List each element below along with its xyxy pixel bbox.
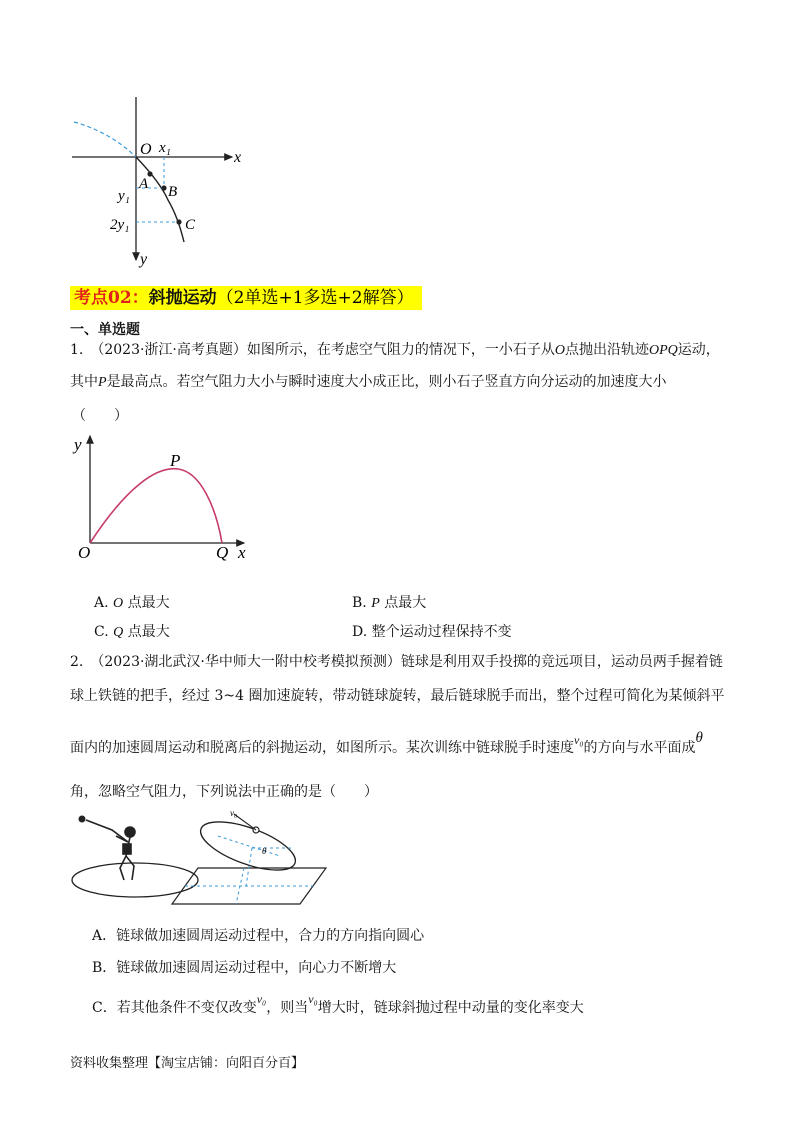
section-title-suffix: （2单选+1多选+2解答） bbox=[216, 288, 414, 308]
q1-trajectory-curve bbox=[90, 469, 222, 543]
hammer-throw-figure bbox=[68, 808, 338, 908]
page-footer: 资料收集整理【淘宝店铺：向阳百分百】 bbox=[70, 1056, 305, 1071]
label-x1: x₁ bbox=[159, 140, 171, 156]
q1-option-a[interactable]: A. O 点最大 bbox=[94, 595, 170, 611]
q1-trajectory-figure bbox=[66, 428, 266, 568]
dashed-trajectory bbox=[74, 122, 136, 157]
athlete-icon bbox=[86, 820, 135, 880]
label-o: O bbox=[140, 141, 152, 158]
q2-line1: 2. （2023·湖北武汉·华中师大一附中校考模拟预测）链球是利用双手投掷的竞远项目，运动员两手握着链 bbox=[70, 654, 723, 670]
q2-option-b[interactable]: B．链球做加速圆周运动过程中，向心力不断增大 bbox=[92, 960, 397, 976]
point-c bbox=[176, 219, 181, 224]
section-title-prefix: 考点02： bbox=[74, 288, 149, 308]
q1-option-c[interactable]: C. Q 点最大 bbox=[94, 624, 170, 640]
label-y: y bbox=[140, 251, 148, 268]
section-title-main: 斜抛运动 bbox=[148, 288, 217, 308]
q2-option-c[interactable]: C．若其他条件不变仅改变v₀，则当v₀增大时，链球斜抛过程中动量的变化率变大 bbox=[92, 992, 584, 1016]
throwing-circle bbox=[72, 863, 198, 897]
q1-option-b[interactable]: B. P 点最大 bbox=[352, 595, 427, 611]
hammer-ball bbox=[79, 816, 86, 823]
q2-line2: 球上铁链的把手，经过 3~4 圈加速旋转，带动链球旋转，最后链球脱手而出，整个过程可简化为某倾斜平 bbox=[70, 688, 725, 704]
single-choice-heading: 一、单选题 bbox=[70, 322, 140, 338]
section-title bbox=[70, 286, 422, 310]
q1-label-q: Q bbox=[216, 543, 229, 562]
q1-line1: 1. （2023·浙江·高考真题）如图所示，在考虑空气阻力的情况下，一小石子从O点抛出沿轨迹OPQ运动， bbox=[70, 342, 720, 358]
label-v0-figure: v₀ bbox=[230, 808, 238, 818]
velocity-vector bbox=[234, 814, 256, 830]
q2-line3: 面内的加速圆周运动和脱离后的斜抛运动，如图所示。某次训练中链球脱手时速度v₀的方向与水平面成θ bbox=[70, 730, 703, 756]
q1-line2: 其中P是最高点。若空气阻力大小与瞬时速度大小成正比，则小石子竖直方向分运动的加速度大小 bbox=[70, 374, 667, 390]
label-2y1: 2y₁ bbox=[110, 217, 130, 233]
q1-answer-blank: （ ） bbox=[72, 408, 128, 424]
label-y1: y₁ bbox=[118, 188, 130, 204]
q1-label-p: P bbox=[170, 451, 181, 470]
label-theta-figure: θ bbox=[262, 846, 267, 856]
q1-label-o: O bbox=[78, 543, 91, 562]
label-c: C bbox=[185, 217, 196, 233]
q1-label-y: y bbox=[74, 435, 82, 454]
point-b bbox=[161, 185, 166, 190]
point-a bbox=[147, 171, 152, 176]
q2-option-a[interactable]: A．链球做加速圆周运动过程中，合力的方向指向圆心 bbox=[92, 928, 425, 944]
q1-label-x: x bbox=[238, 543, 246, 562]
label-x: x bbox=[234, 149, 242, 166]
projectile-coordinate-figure bbox=[60, 92, 260, 272]
label-a: A bbox=[139, 176, 149, 192]
q2-line4: 角，忽略空气阻力，下列说法中正确的是（ ） bbox=[70, 784, 378, 800]
q1-option-d[interactable]: D. 整个运动过程保持不变 bbox=[352, 624, 512, 640]
label-b: B bbox=[168, 184, 178, 200]
